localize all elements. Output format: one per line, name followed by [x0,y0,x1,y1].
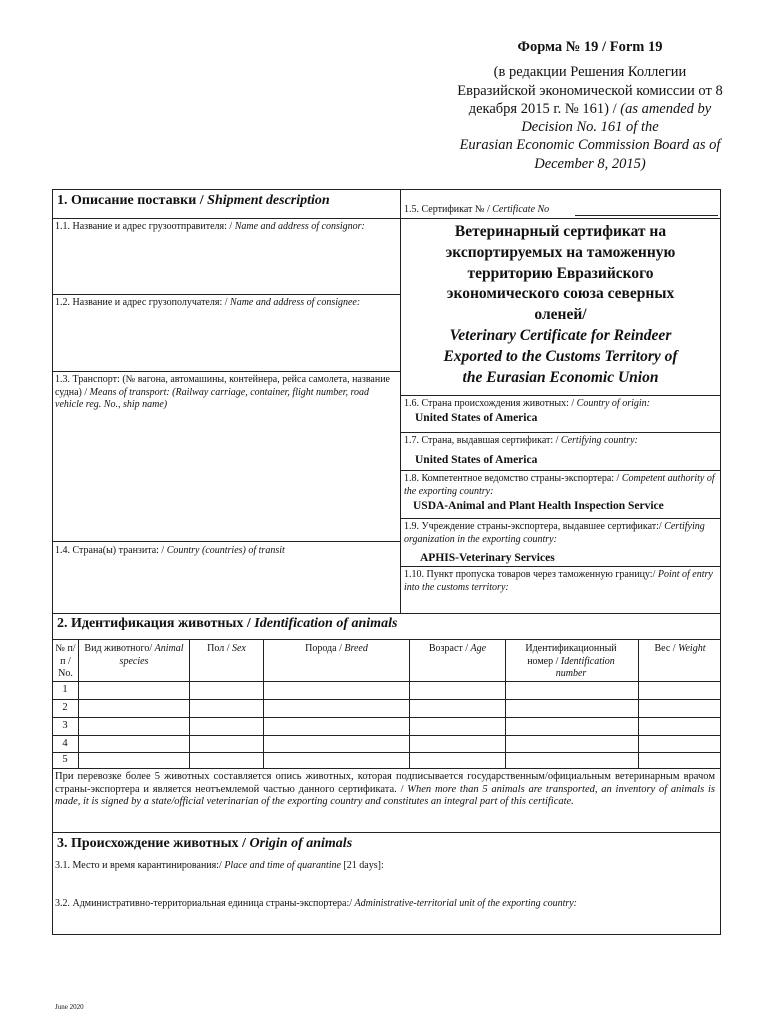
divider [52,768,721,769]
col-header-breed: Порода / Breed [305,643,368,654]
footer-date: June 2020 [55,1003,84,1011]
header-line: (в редакции Решения Коллегии [493,64,687,81]
certifying-organization-label: 1.9. Учреждение страны-экспортера, выдавшее сертификат:/ Certifying organization in the exporting country: [404,521,705,545]
divider [263,639,264,768]
divider [52,832,721,833]
competent-authority-value[interactable]: USDA-Animal and Plant Health Inspection Service [413,500,664,512]
header-line: Eurasian Economic Commission Board as of [459,137,721,154]
divider [52,541,400,542]
form-header [410,38,770,173]
certificate-number-line [575,215,718,216]
consignor-field[interactable]: 1.1. Название и адрес грузоотправителя: / Name and address of consignor: [55,221,365,232]
transit-country-field[interactable]: 1.4. Страна(ы) транзита: / Country (countries) of transit [55,545,285,556]
section-3-title: 3. Происхождение животных / Origin of animals [57,836,353,851]
col-header-weight: Вес / Weight [654,643,706,654]
col-header-species: Вид животного/ Animal species [84,643,184,667]
admin-unit-field[interactable]: 3.2. Административно-территориальная единица страны-экспортера:/ Administrative-territorial unit of the exporting country: [55,898,578,909]
divider [52,681,721,682]
divider [409,639,410,768]
certifying-country-value[interactable]: United States of America [415,454,538,466]
table-row-number: 3 [62,720,68,731]
certificate-title: Ветеринарный сертификат на экспортируемых на таможенную территорию Евразийского экономического союза северных оленей/ Veterinary Certificate for Reindeer Exported to the Customs Territory of the Eurasian Economic Union [443,223,678,386]
inventory-note: При перевозке более 5 животных составляется опись животных, которая подписывается государственным/официальным ветеринарным врачом страны-экспортера и является неотъемлемой частью данного сертификата. / When more than 5 animals are transported, an inventory of animals is made, it is signed by a state/official veterinarian of the exporting country and constitutes an integral part of this certificate. [55,771,715,807]
point-of-entry-field[interactable]: 1.10. Пункт пропуска товаров через таможенную границу:/ Point of entry into the customs territory: [404,569,713,593]
col-header-age: Возраст / Age [428,643,487,654]
header-line: December 8, 2015) [534,155,646,172]
divider [52,218,400,219]
divider [52,294,400,295]
certificate-number-field[interactable]: 1.5. Сертификат № / Certificate No [404,204,550,215]
divider [400,470,721,471]
divider [400,218,721,219]
divider [400,432,721,433]
table-row-number: 2 [62,702,68,713]
header-line: Евразийской экономической комиссии от 8 [457,82,723,99]
header-line: Decision No. 161 of the [521,119,659,136]
form-number: Форма № 19 / Form 19 [517,39,663,55]
divider [52,752,721,753]
country-of-origin-value[interactable]: United States of America [415,412,538,424]
divider [505,639,506,768]
divider [52,371,400,372]
divider [52,613,721,614]
table-row-number: 5 [62,754,68,765]
header-line: декабря 2015 г. № 161) / (as amended by [468,100,712,117]
divider [400,518,721,519]
divider [52,699,721,700]
section-2-title: 2. Идентификация животных / Identification of animals [57,616,398,631]
divider [189,639,190,768]
col-header-no: № п/п / No. [55,643,76,679]
section-1-title: 1. Описание поставки / Shipment description [57,193,330,208]
certifying-organization-value[interactable]: APHIS-Veterinary Services [420,552,555,564]
quarantine-field[interactable]: 3.1. Место и время карантинирования:/ Place and time of quarantine [21 days]: [55,860,384,871]
country-of-origin-label: 1.6. Страна происхождения животных: / Country of origin: [404,398,650,409]
table-row-number: 1 [62,684,68,695]
divider [638,639,639,768]
divider [52,735,721,736]
competent-authority-label: 1.8. Компетентное ведомство страны-экспортера: / Competent authority of the exporting country: [404,473,715,497]
divider [400,395,721,396]
certifying-country-label: 1.7. Страна, выдавшая сертификат: / Certifying country: [404,435,638,446]
col-header-sex: Пол / Sex [207,643,246,654]
transport-field[interactable]: 1.3. Транспорт: (№ вагона, автомашины, контейнера, рейса самолета, название судна) / Means of transport: (Railway carriage, container, flight number, road vehicle reg. No., ship name) [55,374,390,410]
consignee-field[interactable]: 1.2. Название и адрес грузополучателя: / Name and address of consignee: [55,297,361,308]
col-header-identification: Идентификационный номер / Identification number [525,643,617,679]
table-row-number: 4 [62,738,68,749]
divider [52,717,721,718]
divider [400,566,721,567]
divider [52,639,721,640]
